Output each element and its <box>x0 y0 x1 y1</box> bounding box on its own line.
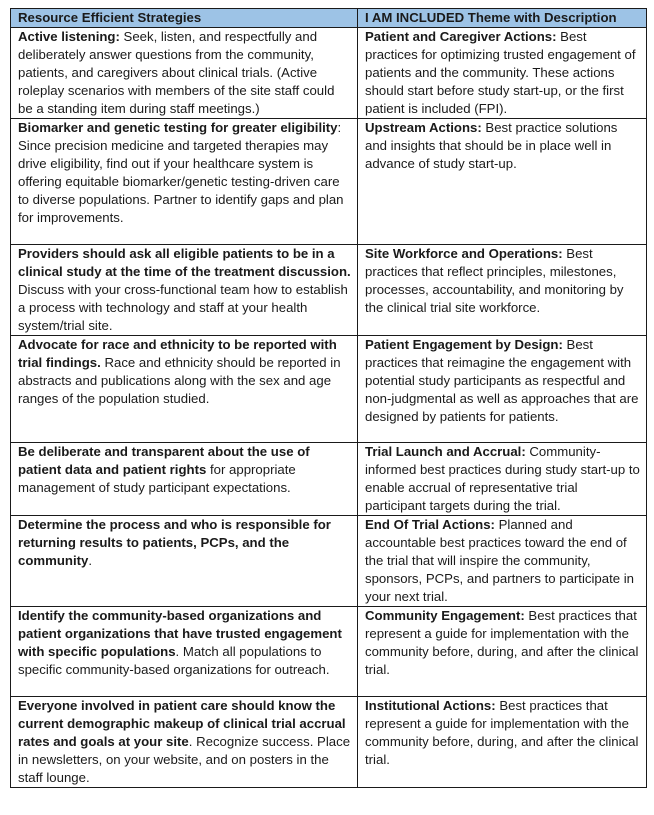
theme-description: Best practices that reflect principles, milestones, processes, accountability, and monitoring by the clinical trial site workforce. <box>365 246 624 315</box>
table-row <box>11 336 647 443</box>
table-row <box>11 28 647 119</box>
table-header-row <box>11 9 647 28</box>
strategy-title: Everyone involved in patient care should know the current demographic makeup of clinical trial accrual rates and goals at your site <box>18 698 346 749</box>
theme-description: Best practices that represent a guide for implementation with the community before, during, and after the clinical trial. <box>365 608 639 677</box>
theme-cell <box>358 336 647 443</box>
theme-description: Best practices for optimizing trusted engagement of patients and the community. These actions should start before study start-up, or the first patient is included (FPI). <box>365 29 636 116</box>
strategy-description: . Recognize success. Place in newsletters, on your website, and on posters in the staff lounge. <box>18 734 351 785</box>
theme-description: Community-informed best practices during study start-up to enable accrual of representative trial participant targets during the trial. <box>365 444 640 513</box>
theme-cell <box>358 516 647 607</box>
strategy-title: Determine the process and who is responsible for returning results to patients, PCPs, and the community <box>18 517 331 568</box>
strategy-title: Biomarker and genetic testing for greater eligibility <box>18 120 338 135</box>
theme-description: Best practices that represent a guide for implementation with the community before, during, and after the clinical trial. <box>365 698 639 767</box>
table-row <box>11 607 647 697</box>
strategy-description: Seek, listen, and respectfully and deliberately answer questions from the community, patients, and caregivers about clinical trials. (Active roleplay scenarios with members of the site staff could be a standing item during staff meetings.) <box>18 29 335 116</box>
theme-cell <box>358 28 647 119</box>
strategy-description: : Since precision medicine and targeted therapies may drive eligibility, find out if your healthcare system is offering equitable biomarker/genetic testing-driven care to diverse populations. Partner to identify gaps and plan for improvements. <box>18 120 344 225</box>
strategies-table <box>10 8 647 788</box>
strategy-description: Race and ethnicity should be reported in abstracts and publications along with the sex and age ranges of the population studied. <box>18 355 341 406</box>
header-i-am-included-theme: I AM INCLUDED Theme with Description <box>358 9 647 28</box>
theme-description: Best practices that reimagine the engagement with potential study participants as respectful and non-judgmental as well as approaches that are designed by patients for patients. <box>365 337 639 424</box>
strategy-cell <box>11 119 358 245</box>
table-row <box>11 697 647 788</box>
strategy-title: Providers should ask all eligible patients to be in a clinical study at the time of the treatment discussion. <box>18 246 351 279</box>
strategy-cell <box>11 697 358 788</box>
theme-cell <box>358 607 647 697</box>
table-row <box>11 119 647 245</box>
strategy-description: . Match all populations to specific community-based organizations for outreach. <box>18 644 330 677</box>
strategy-cell <box>11 245 358 336</box>
strategy-cell <box>11 336 358 443</box>
strategy-cell <box>11 516 358 607</box>
theme-title: Community Engagement: <box>365 608 525 623</box>
table-row <box>11 443 647 516</box>
theme-cell <box>358 119 647 245</box>
theme-title: Site Workforce and Operations: <box>365 246 563 261</box>
strategy-cell <box>11 607 358 697</box>
table-row <box>11 245 647 336</box>
strategy-title: Be deliberate and transparent about the use of patient data and patient rights <box>18 444 310 477</box>
strategy-description: Discuss with your cross-functional team how to establish a process with technology and staff at your health system/trial site. <box>18 282 348 333</box>
theme-description: Planned and accountable best practices toward the end of the trial that will inspire the community, sponsors, PCPs, and partners to participate in your next trial. <box>365 517 635 604</box>
strategy-title: Identify the community-based organizations and patient organizations that have trusted engagement with specific populations <box>18 608 342 659</box>
theme-cell <box>358 697 647 788</box>
theme-title: Patient Engagement by Design: <box>365 337 563 352</box>
header-resource-efficient-strategies: Resource Efficient Strategies <box>11 9 358 28</box>
theme-title: Institutional Actions: <box>365 698 496 713</box>
theme-cell <box>358 245 647 336</box>
theme-cell <box>358 443 647 516</box>
strategy-cell <box>11 28 358 119</box>
strategy-title: Advocate for race and ethnicity to be reported with trial findings. <box>18 337 337 370</box>
table-row <box>11 516 647 607</box>
strategy-title: Active listening: <box>18 29 120 44</box>
theme-title: Upstream Actions: <box>365 120 482 135</box>
strategy-description: for appropriate management of study participant expectations. <box>18 462 296 495</box>
theme-title: Patient and Caregiver Actions: <box>365 29 557 44</box>
strategy-cell <box>11 443 358 516</box>
strategy-description: . <box>88 553 93 568</box>
theme-title: End Of Trial Actions: <box>365 517 495 532</box>
theme-description: Best practice solutions and insights that should be in place well in advance of study start-up. <box>365 120 618 171</box>
theme-title: Trial Launch and Accrual: <box>365 444 526 459</box>
